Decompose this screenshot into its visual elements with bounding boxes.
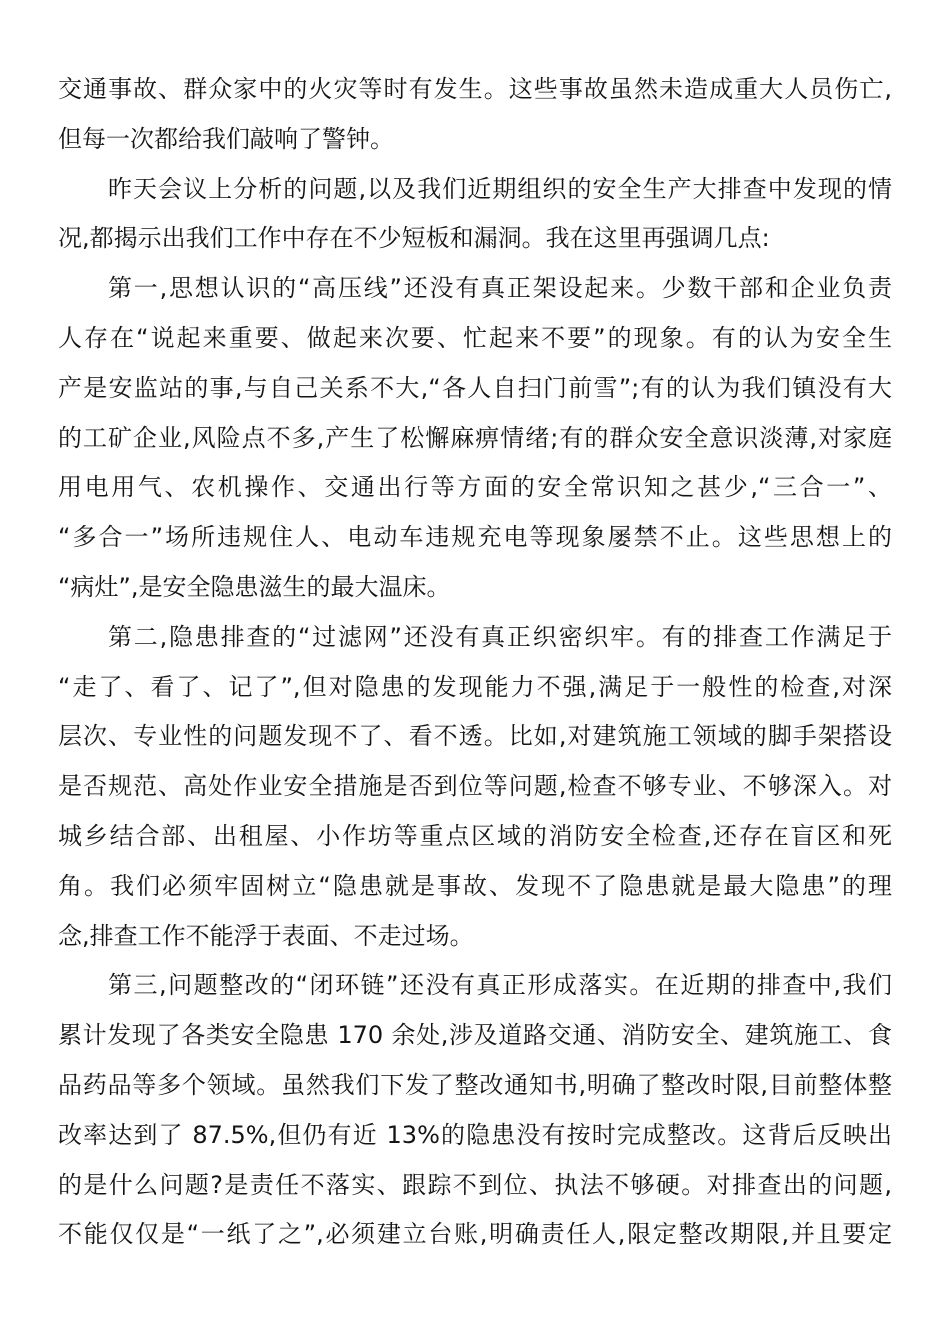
text-line: 况,都揭示出我们工作中存在不少短板和漏洞。我在这里再强调几点: [58,224,770,253]
text-line: 用电用气、农机操作、交通出行等方面的安全常识知之甚少,“三合一”、 [58,473,892,502]
paragraph-intro [58,165,892,265]
text-line: 但每一次都给我们敲响了警钟。 [58,124,394,153]
text-line: 第一,思想认识的“高压线”还没有真正架设起来。少数干部和企业负责 [108,274,892,303]
text-line: 的是什么问题?是责任不落实、跟踪不到位、执法不够硬。对排查出的问题, [58,1170,892,1199]
paragraph-continuation [58,65,892,165]
text-line: 念,排查工作不能浮于表面、不走过场。 [58,921,474,950]
paragraph-point-2 [58,613,892,962]
text-line: 累计发现了各类安全隐患 170 余处,涉及道路交通、消防安全、建筑施工、食 [58,1021,892,1050]
text-line: 品药品等多个领域。虽然我们下发了整改通知书,明确了整改时限,目前整体整 [58,1070,892,1099]
text-line: 第三,问题整改的“闭环链”还没有真正形成落实。在近期的排查中,我们 [108,971,892,1000]
text-line: 产是安监站的事,与自己关系不大,“各人自扫门前雪”;有的认为我们镇没有大 [58,373,892,402]
text-line: “走了、看了、记了”,但对隐患的发现能力不强,满足于一般性的检查,对深 [58,672,892,701]
paragraph-point-1 [58,264,892,613]
document-page [58,65,892,1260]
text-line: 改率达到了 87.5%,但仍有近 13%的隐患没有按时完成整改。这背后反映出 [58,1120,892,1149]
text-line: “病灶”,是安全隐患滋生的最大温床。 [58,572,451,601]
paragraph-point-3 [58,961,892,1260]
text-line: 交通事故、群众家中的火灾等时有发生。这些事故虽然未造成重大人员伤亡, [58,75,892,103]
text-line: 城乡结合部、出租屋、小作坊等重点区域的消防安全检查,还存在盲区和死 [58,821,892,850]
text-line: 层次、专业性的问题发现不了、看不透。比如,对建筑施工领域的脚手架搭设 [58,722,892,751]
text-line: 角。我们必须牢固树立“隐患就是事故、发现不了隐患就是最大隐患”的理 [58,871,892,900]
text-line: 不能仅仅是“一纸了之”,必须建立台账,明确责任人,限定整改期限,并且要定 [58,1220,892,1249]
text-line: “多合一”场所违规住人、电动车违规充电等现象屡禁不止。这些思想上的 [58,523,892,552]
text-line: 第二,隐患排查的“过滤网”还没有真正织密织牢。有的排查工作满足于 [108,622,892,651]
text-line: 昨天会议上分析的问题,以及我们近期组织的安全生产大排查中发现的情 [108,174,892,203]
text-line: 的工矿企业,风险点不多,产生了松懈麻痹情绪;有的群众安全意识淡薄,对家庭 [58,423,892,452]
text-line: 人存在“说起来重要、做起来次要、忙起来不要”的现象。有的认为安全生 [58,323,892,352]
text-line: 是否规范、高处作业安全措施是否到位等问题,检查不够专业、不够深入。对 [58,772,892,801]
